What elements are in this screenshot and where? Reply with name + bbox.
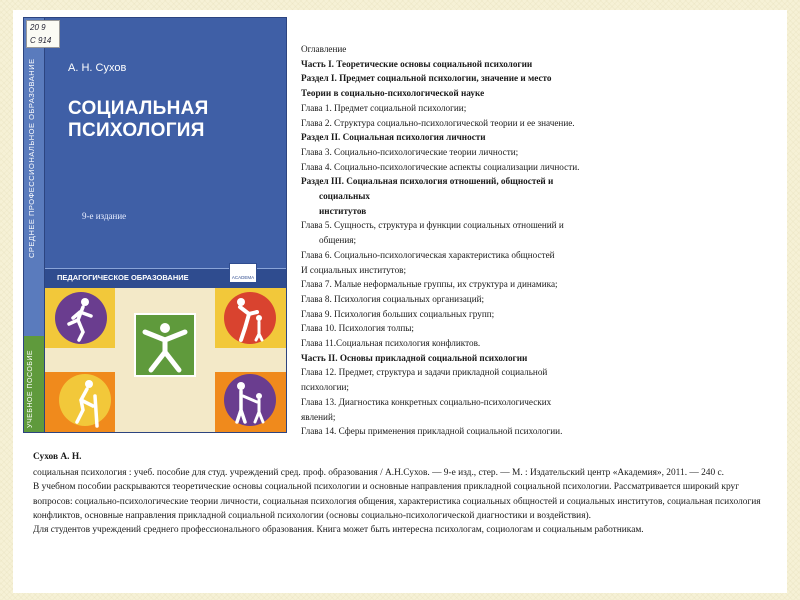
toc-entry: И социальных институтов; — [301, 264, 407, 275]
toc-entry: Раздел III. Социальная психология отношений, общностей и — [301, 176, 554, 187]
toc-entry: Глава 9. Психология больших социальных групп; — [301, 308, 495, 319]
toc-entry: Глава 13. Диагностика конкретных социально-психологических — [301, 396, 552, 407]
adult-child-icon — [224, 292, 276, 344]
toc-heading: Оглавление — [301, 44, 347, 54]
toc-entry: Глава 1. Предмет социальной психологии; — [301, 102, 467, 113]
toc-entry: Раздел II. Социальная психология личности — [301, 132, 486, 143]
cover-title — [68, 98, 268, 142]
toc-entry: Раздел I. Предмет социальной психологии, значение и место — [301, 73, 552, 84]
cover-author: А. Н. Сухов — [68, 62, 127, 74]
toc-entry: Глава 6. Социально-психологическая характеристика общностей — [301, 249, 555, 260]
toc-entries — [301, 57, 681, 439]
toc-entry: Глава 11.Социальная психология конфликтов. — [301, 338, 481, 349]
record-audience: Для студентов учреждений среднего профессионального образования. Книга может быть интересна психологам, социологам и социальным работникам. — [33, 525, 644, 536]
table-of-contents — [301, 42, 681, 439]
slide — [13, 10, 787, 593]
toc-entry: явлений; — [301, 411, 336, 422]
toc-entry: Глава 14. Сферы применения прикладной социальной психологии. — [301, 426, 563, 437]
toc-entry: Часть II. Основы прикладной социальной психологии — [301, 352, 528, 363]
elderly-person-icon — [59, 374, 111, 426]
toc-entry: Теории в социально-психологической науке — [301, 88, 485, 99]
cover-title-line-2: ПСИХОЛОГИЯ — [68, 120, 205, 141]
record-author: Сухов А. Н. — [33, 452, 82, 462]
toc-entry: Глава 8. Психология социальных организаций; — [301, 293, 485, 304]
toc-entry: институтов — [319, 205, 367, 216]
record-citation: социальная психология : учеб. пособие для студ. учреждений сред. проф. образования / А.Н.Сухов. — 9-е изд., стер. — М. : Издательский центр «Академия», 2011. — 240 с. — [33, 468, 725, 479]
toc-entry: социальных — [319, 191, 371, 202]
cover-title-line-1: СОЦИАЛЬНАЯ — [68, 98, 209, 119]
toc-entry: Глава 5. Сущность, структура и функции социальных отношений и — [301, 220, 564, 231]
toc-entry: общения; — [319, 235, 357, 246]
publisher-logo: ACADEMA — [229, 263, 257, 283]
toc-entry: Глава 3. Социально-психологические теории личности; — [301, 146, 519, 157]
cover-illustration — [45, 288, 286, 432]
toc-entry: Часть I. Теоретические основы социальной психологии — [301, 58, 533, 69]
spine-type-label: УЧЕБНОЕ ПОСОБИЕ — [27, 349, 34, 428]
bibliographic-record — [33, 450, 773, 537]
sticker-line-1: 20 9 — [30, 23, 46, 32]
toc-entry: психологии; — [301, 382, 349, 393]
library-sticker — [26, 20, 60, 48]
cover-edition: 9-е издание — [82, 211, 127, 221]
book-cover — [24, 18, 286, 432]
toc-entry: Глава 7. Малые неформальные группы, их структура и динамика; — [301, 279, 558, 290]
toc-entry: Глава 12. Предмет, структура и задачи прикладной социальной — [301, 367, 548, 378]
sticker-line-2: С 914 — [30, 36, 52, 45]
cover-series-band-label: ПЕДАГОГИЧЕСКОЕ ОБРАЗОВАНИЕ — [57, 273, 189, 282]
record-annotation: В учебном пособии раскрываются теоретические основы социальной психологии и основные направления прикладной социальной психологии. Рассматривается широкий круг вопросов: социально-психологические теории личности, социальная психология общения, характеристика социальных общностей и социальных институтов, социальная психология конфликтов, основные направления прикладной социальной психологии (основы социально-психологической диагностики и воздействия). — [33, 482, 761, 521]
toc-entry: Глава 4. Социально-психологические аспекты социализации личности. — [301, 161, 580, 172]
toc-entry: Глава 10. Психология толпы; — [301, 323, 414, 334]
toc-entry: Глава 2. Структура социально-психологической теории и ее значение. — [301, 117, 575, 128]
spine-series-label: СРЕДНЕЕ ПРОФЕССИОНАЛЬНОЕ ОБРАЗОВАНИЕ — [27, 58, 36, 258]
